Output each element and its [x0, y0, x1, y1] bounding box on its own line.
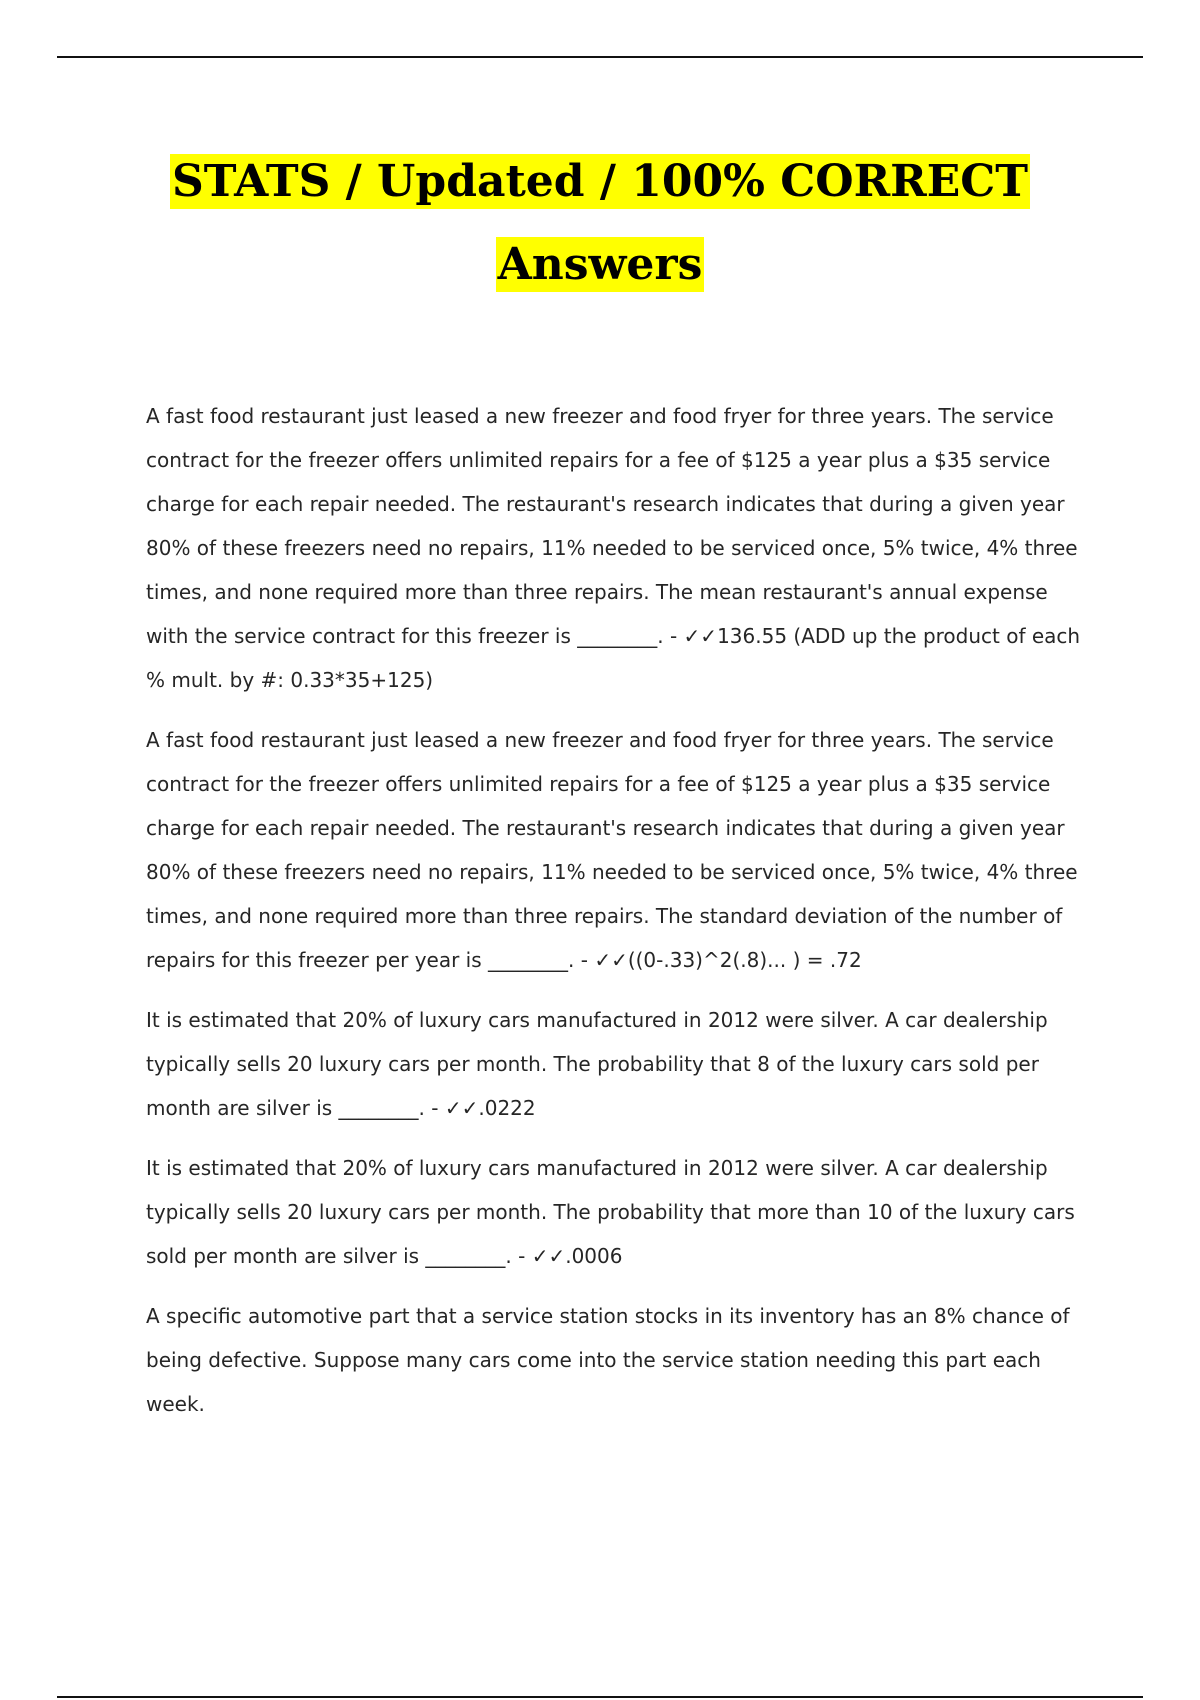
- answer-text: ✓✓((0-.33)^2(.8)... ) = .72: [594, 948, 862, 972]
- title-line-2: Answers: [497, 239, 703, 290]
- question-paragraph: [146, 998, 1096, 1130]
- answer-text: ✓✓.0222: [444, 1096, 536, 1120]
- question-text: It is estimated that 20% of luxury cars manufactured in 2012 were silver. A car dealership typically sells 20 luxury cars per month. The probability that 8 of the luxury cars sold per month are silver is ________. -: [146, 1008, 1048, 1120]
- top-rule: [57, 56, 1143, 58]
- question-text: A specific automotive part that a service station stocks in its inventory has an 8% chance of being defective. Suppose many cars come into the service station needing this part each week.: [146, 1304, 1070, 1416]
- answer-text: ✓✓136.55 (ADD up the product of each % mult. by #: 0.33*35+125): [146, 624, 1081, 692]
- question-text: It is estimated that 20% of luxury cars manufactured in 2012 were silver. A car dealership typically sells 20 luxury cars per month. The probability that more than 10 of the luxury cars sold per month are silver is ________. -: [146, 1156, 1075, 1268]
- answer-text: ✓✓.0006: [531, 1244, 623, 1268]
- document-title: [0, 140, 1200, 306]
- question-text: A fast food restaurant just leased a new freezer and food fryer for three years. The service contract for the freezer offers unlimited repairs for a fee of $125 a year plus a $35 service charge for each repair needed. The restaurant's research indicates that during a given year 80% of these freezers need no repairs, 11% needed to be serviced once, 5% twice, 4% three times, and none required more than three repairs. The mean restaurant's annual expense with the service contract for this freezer is ________. -: [146, 404, 1078, 648]
- document-body: [146, 394, 1096, 1442]
- question-paragraph: [146, 394, 1096, 702]
- question-paragraph: [146, 1294, 1096, 1426]
- title-line-1: STATS / Updated / 100% CORRECT: [171, 156, 1029, 207]
- question-paragraph: [146, 1146, 1096, 1278]
- question-text: A fast food restaurant just leased a new freezer and food fryer for three years. The service contract for the freezer offers unlimited repairs for a fee of $125 a year plus a $35 service charge for each repair needed. The restaurant's research indicates that during a given year 80% of these freezers need no repairs, 11% needed to be serviced once, 5% twice, 4% three times, and none required more than three repairs. The standard deviation of the number of repairs for this freezer per year is ________. -: [146, 728, 1078, 972]
- question-paragraph: [146, 718, 1096, 982]
- bottom-rule: [57, 1696, 1143, 1698]
